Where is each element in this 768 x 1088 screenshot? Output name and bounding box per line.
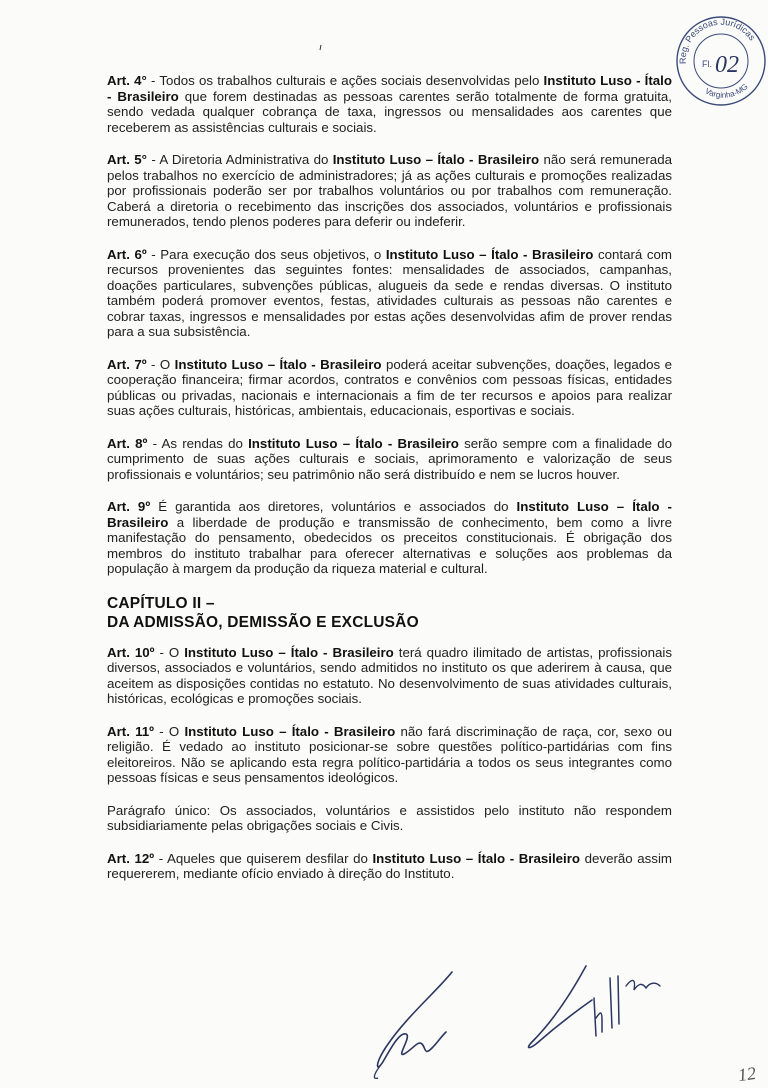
- article-text: É garantida aos diretores, voluntários e associados do: [150, 499, 517, 514]
- article-text: contará com recursos provenientes das seguintes fontes: mensalidades de associados, campanhas, doações particulares, subvenções públicas, alugueis da sede e rendas diversas. O instituto também poderá promover eventos, festas, atividades culturais as pessoas não carentes e cobrar taxas, ingressos e mensalidades por estas ações desenvolvidas afim de prover rendas para a sua subsistência.: [107, 246, 672, 339]
- stamp-folio-label: Fl.: [702, 59, 712, 69]
- institute-name: Instituto Luso – Ítalo - Brasileiro: [174, 356, 382, 372]
- article-text: a liberdade de produção e transmissão de conhecimento, bem como a livre manifestação do pensamento, obedecidos os preceitos constitucionais. É obrigação dos membros do instituto trabalhar para oferecer alternativas e soluções aos problemas da população à margem da produção da riqueza material e cultural.: [107, 514, 672, 576]
- article-art12: [107, 851, 672, 882]
- article-text: não será remunerada pelos trabalhos no exercício de administradores; já as ações culturais e promoções realizadas por profissionais poderão ser por trabalhos voluntários ou por trabalhos com remuneração. Caberá a diretoria o recebimento das inscrições dos associados, voluntários e profissionais remunerados, tendo plenos poderes para deferir ou indeferir.: [107, 152, 672, 229]
- articles-section-2: [107, 645, 672, 882]
- article-text: não fará discriminação de raça, cor, sexo ou religião. É vedado ao instituto posicionar-se sobre questões político-partidárias com fins eleitoreiros. Não se aplicando esta regra político-partidária a todos os seus integrantes como pessoas físicas e seus pensamentos ideológicos.: [107, 723, 672, 785]
- chapter-title: CAPÍTULO II –: [107, 594, 215, 612]
- page-number-mark: 12: [736, 1062, 758, 1086]
- article-label: Art. 5°: [107, 152, 147, 167]
- document-body: [107, 73, 672, 899]
- article-text: - As rendas do: [147, 435, 249, 451]
- article-label: Art. 7º: [107, 356, 147, 372]
- article-label: Art. 6º: [107, 246, 147, 262]
- article-label: Art. 9º: [107, 499, 151, 514]
- article-text: deverão assim requererem, mediante ofício enviado à direção do Instituto.: [107, 850, 672, 881]
- article-text: - Aqueles que quiserem desfilar do: [154, 850, 373, 866]
- article-text: - Para execução dos seus objetivos, o: [146, 246, 386, 262]
- signature-right: [522, 958, 672, 1058]
- article-art6: [107, 247, 672, 340]
- institute-name: Instituto Luso – Ítalo - Brasileiro: [184, 644, 394, 660]
- article-text: - A Diretoria Administrativa do: [146, 152, 333, 167]
- institute-name: Instituto Luso – Ítalo - Brasileiro: [248, 435, 459, 451]
- signature-left: [366, 962, 466, 1082]
- article-text: que forem destinadas as pessoas carentes serão totalmente de forma gratuita, sendo vedada qualquer cobrança de taxa, ingressos ou mensalidades aos carentes que receberem as assistências culturais e sociais.: [107, 88, 673, 135]
- pen-dot-mark: [318, 44, 324, 52]
- article-label: Art. 4°: [107, 73, 147, 88]
- stamp-top-text: Reg. Pessoas Jurídicas: [677, 16, 758, 65]
- article-art11: [107, 724, 672, 786]
- registry-stamp: [672, 12, 768, 110]
- article-text: serão sempre com a finalidade do cumprimento de suas ações culturais e sociais, aprimoramento e valorização de seus profissionais e voluntários; seu patrimônio não será distribuído e nem se lucros houver.: [107, 435, 672, 482]
- institute-name: Instituto Luso – Ítalo - Brasileiro: [385, 246, 594, 262]
- article-paragrafo: [107, 803, 672, 834]
- chapter-heading: [107, 594, 672, 632]
- institute-name: Instituto Luso – Ítalo - Brasileiro: [332, 152, 540, 167]
- article-label: Art. 10º: [107, 644, 155, 660]
- article-art5: [107, 152, 672, 230]
- article-art7: [107, 357, 672, 419]
- article-art8: [107, 436, 672, 483]
- institute-name: Instituto Luso – Ítalo - Brasileiro: [184, 723, 396, 739]
- article-label: Art. 11º: [107, 723, 155, 739]
- article-text: terá quadro ilimitado de artistas, profissionais diversos, associados e voluntários, sendo admitidos no instituto os que aderirem à causa, que aceitem as disposições contidas no estatuto. No desenvolvimento de suas atividades culturais, históricas, ecológicas e promoções sociais.: [107, 644, 672, 706]
- stamp-bottom-text: Varginha-MG: [703, 82, 750, 100]
- article-art4: [107, 73, 672, 135]
- institute-name: Instituto Luso - Ítalo - Brasileiro: [107, 73, 673, 104]
- chapter-subtitle: DA ADMISSÃO, DEMISSÃO E EXCLUSÃO: [107, 613, 419, 631]
- institute-name: Instituto Luso – Ítalo - Brasileiro: [372, 850, 581, 866]
- article-text: Parágrafo único: Os associados, voluntários e assistidos pelo instituto não respondem subsidiariamente pelas obrigações sociais e Civis.: [107, 802, 672, 833]
- institute-name: Instituto Luso – Ítalo - Brasileiro: [107, 499, 672, 530]
- article-label: Art. 12º: [107, 850, 155, 866]
- article-text: - O: [146, 356, 175, 372]
- article-text: poderá aceitar subvenções, doações, legados e cooperação financeira; firmar acordos, contratos e convênios com pessoas físicas, entidades públicas ou privadas, nacionais e internacionais a fim de ter recursos e apoios para realizar suas ações culturais, históricas, ambientais, educacionais, esportivas e sociais.: [107, 356, 673, 418]
- article-text: - Todos os trabalhos culturais e ações sociais desenvolvidas pelo: [146, 73, 544, 88]
- article-art9: [107, 499, 672, 577]
- article-text: - O: [154, 723, 185, 739]
- article-art10: [107, 645, 672, 707]
- stamp-folio-number: 02: [715, 52, 739, 78]
- article-text: - O: [154, 644, 185, 660]
- article-label: Art. 8º: [107, 435, 148, 451]
- articles-section-1: [107, 73, 672, 577]
